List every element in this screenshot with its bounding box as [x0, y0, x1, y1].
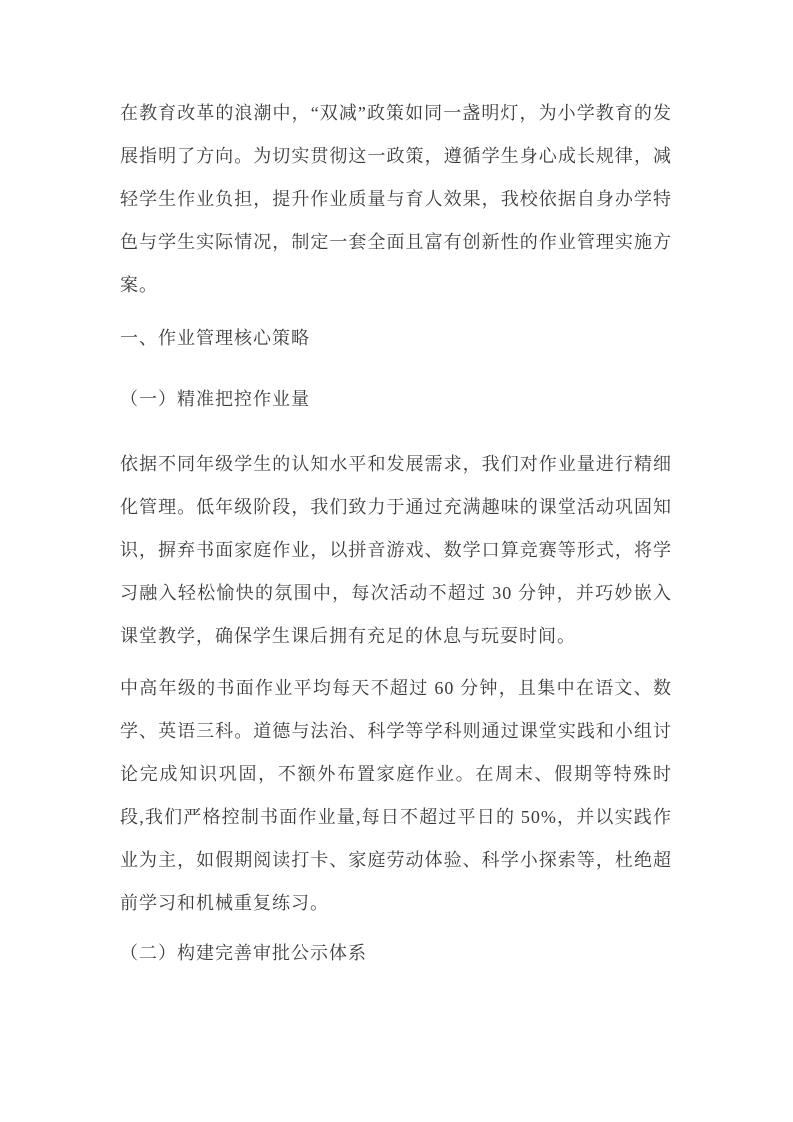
- paragraph-intro: 在教育改革的浪潮中，“双减”政策如同一盏明灯，为小学教育的发展指明了方向。为切实贯彻这一政策，遵循学生身心成长规律，减轻学生作业负担，提升作业质量与育人效果，我校依据自身办学特色与学生实际情况，制定一套全面且富有创新性的作业管理实施方案。: [120, 103, 672, 295]
- heading-section-1-sub-1: （一）精准把控作业量: [120, 389, 310, 409]
- heading-section-1: 一、作业管理核心策略: [120, 328, 310, 348]
- paragraph-lower-grades-homework: 依据不同年级学生的认知水平和发展需求，我们对作业量进行精细化管理。低年级阶段，我们致力于通过充满趣味的课堂活动巩固知识，摒弃书面家庭作业，以拼音游戏、数学口算竞赛等形式，将学习融入轻松愉快的氛围中，每次活动不超过 30 分钟，并巧妙嵌入课堂教学，确保学生课后拥有充足的休息与玩耍时间。: [120, 454, 672, 646]
- heading-section-1-sub-2: （二）构建完善审批公示体系: [120, 943, 367, 963]
- paragraph-upper-grades-homework: 中高年级的书面作业平均每天不超过 60 分钟，且集中在语文、数学、英语三科。道德与法治、科学等学科则通过课堂实践和小组讨论完成知识巩固，不额外布置家庭作业。在周末、假期等特殊时段,我们严格控制书面作业量,每日不超过平日的 50%，并以实践作业为主，如假期阅读打卡、家庭劳动体验、科学小探索等，杜绝超前学习和机械重复练习。: [120, 678, 672, 913]
